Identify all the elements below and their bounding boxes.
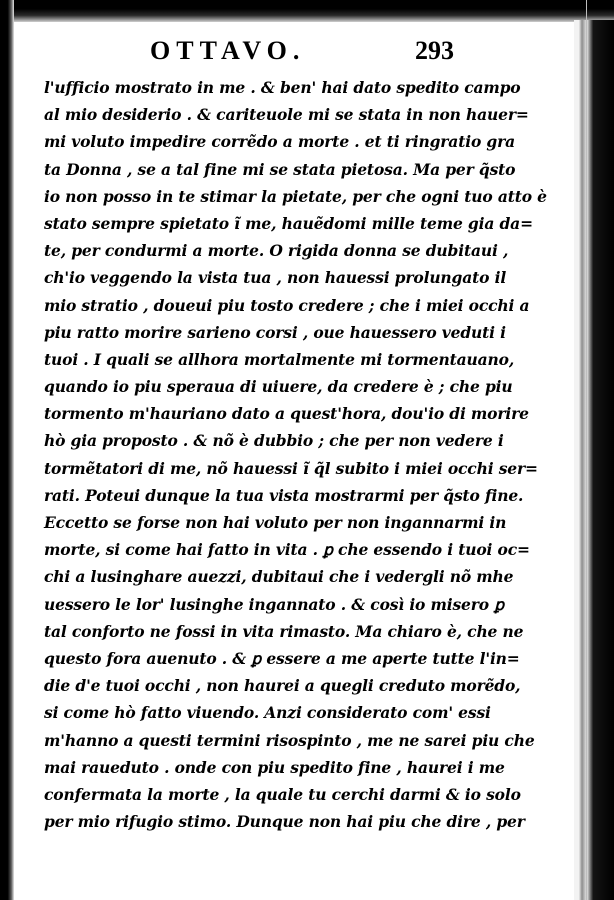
text-line: hò gia proposto . & nõ è dubbio ; che per non vedere i <box>44 431 504 451</box>
text-line: tormento m'hauriano dato a quest'hora, dou'io di morire <box>44 404 529 424</box>
text-line: morte, si come hai fatto in vita . ꝑ che essendo i tuoi oc= <box>44 540 530 560</box>
text-line: al mio desiderio . & cariteuole mi se stata in non hauer= <box>44 105 529 125</box>
text-line: ch'io veggendo la vista tua , non hauessi prolungato il <box>44 268 507 288</box>
text-line: io non posso in te stimar la pietate, per che ogni tuo atto è <box>44 186 547 206</box>
scan-shadow-top <box>0 0 614 22</box>
text-line: tuoi . I quali se allhora mortalmente mi tormentauano, <box>44 349 515 369</box>
text-line: mi voluto impedire corrẽdo a morte . et ti ringratio gra <box>44 132 515 152</box>
page-number: 293 <box>415 36 454 65</box>
body-text <box>44 74 564 835</box>
text-line: chi a lusinghare auezzi, dubitaui che i vedergli nõ mhe <box>44 567 514 587</box>
text-line: stato sempre spietato ĩ me, hauẽdomi mille teme gia da= <box>44 213 533 233</box>
scan-shadow-left <box>0 0 14 900</box>
text-line: mai raueduto . onde con piu spedito fine , haurei i me <box>44 757 505 777</box>
text-line: die d'e tuoi occhi , non haurei a quegli creduto morẽdo, <box>44 676 521 696</box>
text-line: m'hanno a questi termini risospinto , me ne sarei piu che <box>44 730 535 750</box>
text-line: confermata la morte , la quale tu cerchi darmi & io solo <box>44 784 521 804</box>
text-line: tal conforto ne fossi in vita rimasto. Ma chiaro è, che ne <box>44 621 524 641</box>
book-page <box>30 30 570 850</box>
text-line: si come hò fatto viuendo. Anzi considerato com' essi <box>44 703 491 723</box>
text-line: ta Donna , se a tal fine mi se stata pietosa. Ma per q̃sto <box>44 159 516 179</box>
running-head <box>30 30 570 70</box>
text-line: te, per condurmi a morte. O rigida donna se dubitaui , <box>44 241 509 261</box>
text-line: questo fora auenuto . & ꝑ essere a me aperte tutte l'in= <box>44 648 520 668</box>
text-line: rati. Poteui dunque la tua vista mostrarmi per q̃sto fine. <box>44 485 524 505</box>
text-line: tormẽtatori di me, nõ hauessi ĩ q̃l subito i miei occhi ser= <box>44 458 538 478</box>
text-line: Eccetto se forse non hai voluto per non ingannarmi in <box>44 513 507 532</box>
running-head-title: OTTAVO. <box>150 36 306 65</box>
text-line: l'ufficio mostrato in me . & ben' hai dato spedito campo <box>44 78 521 97</box>
page-edge-line <box>586 0 587 900</box>
text-line: per mio rifugio stimo. Dunque non hai piu che dire , per <box>44 812 525 832</box>
text-line: quando io piu speraua di uiuere, da credere è ; che piu <box>44 377 513 397</box>
text-line: piu ratto morire sarieno corsi , oue hauessero veduti i <box>44 322 506 342</box>
text-line: mio stratio , doueui piu tosto credere ; che i miei occhi a <box>44 295 530 315</box>
text-line: uessero le lor' lusinghe ingannato . & così io misero ꝑ <box>44 594 504 614</box>
scan-binding-right <box>574 20 614 900</box>
